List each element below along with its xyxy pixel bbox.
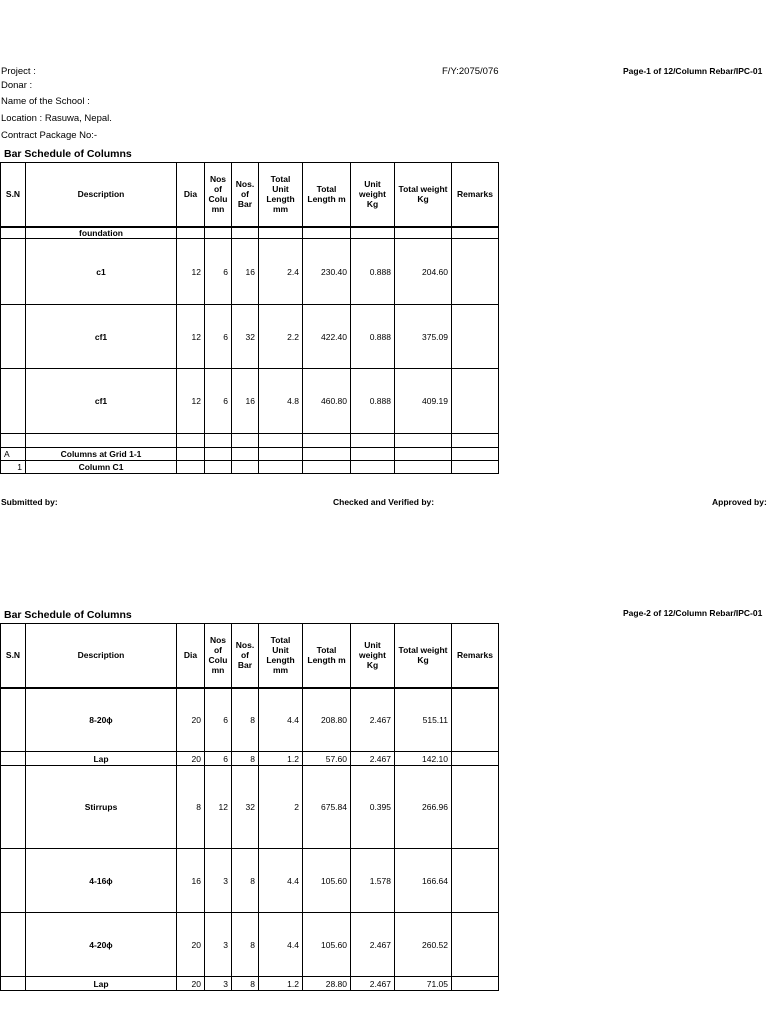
checked-verified-label: Checked and Verified by: [333, 497, 435, 507]
cell-tw: 142.10 [395, 752, 452, 766]
column-header: Total weight Kg [395, 163, 452, 227]
cell-sn [1, 305, 26, 369]
cell-nc: 3 [205, 849, 232, 913]
cell-nb: 8 [232, 752, 259, 766]
cell-dia: 20 [177, 913, 205, 977]
cell-desc: 4-16ϕ [26, 849, 177, 913]
cell-uw: 0.888 [351, 239, 395, 305]
fiscal-year: F/Y:2075/076 [442, 66, 499, 77]
cell-tul: 2.2 [259, 305, 303, 369]
cell-nc: 6 [205, 688, 232, 752]
column-header: Nos of Colu mn [205, 163, 232, 227]
table-row [1, 434, 499, 448]
cell-sn [1, 239, 26, 305]
cell-nb: 8 [232, 913, 259, 977]
cell-tul [259, 227, 303, 239]
cell-uw: 0.888 [351, 305, 395, 369]
school-label: Name of the School : [1, 96, 90, 107]
cell-rem [452, 369, 499, 434]
cell-uw: 2.467 [351, 913, 395, 977]
cell-tul: 4.4 [259, 913, 303, 977]
cell-uw: 0.888 [351, 369, 395, 434]
cell-tl: 675.84 [303, 766, 351, 849]
contract-package-label: Contract Package No:- [1, 130, 98, 141]
table-row [1, 461, 499, 474]
cell-desc: Column C1 [26, 461, 177, 474]
column-header: Remarks [452, 163, 499, 227]
cell-tl [303, 448, 351, 461]
cell-tl: 422.40 [303, 305, 351, 369]
cell-sn [1, 688, 26, 752]
location-label: Location : Rasuwa, Nepal. [1, 113, 112, 124]
cell-desc: cf1 [26, 369, 177, 434]
cell-desc: Columns at Grid 1-1 [26, 448, 177, 461]
cell-uw: 2.467 [351, 688, 395, 752]
table-row [1, 977, 499, 991]
cell-uw [351, 448, 395, 461]
column-header: S.N [1, 624, 26, 688]
table-row [1, 849, 499, 913]
cell-rem [452, 913, 499, 977]
column-header: Total Unit Length mm [259, 163, 303, 227]
cell-tw: 260.52 [395, 913, 452, 977]
cell-rem [452, 752, 499, 766]
cell-nb: 32 [232, 305, 259, 369]
cell-tw: 204.60 [395, 239, 452, 305]
cell-sn [1, 913, 26, 977]
cell-nb: 16 [232, 239, 259, 305]
cell-dia: 12 [177, 305, 205, 369]
cell-nb [232, 461, 259, 474]
column-header: Nos. of Bar [232, 163, 259, 227]
table-row [1, 766, 499, 849]
cell-nc: 3 [205, 913, 232, 977]
cell-nc [205, 434, 232, 448]
column-header: Total weight Kg [395, 624, 452, 688]
cell-tl: 28.80 [303, 977, 351, 991]
cell-sn [1, 369, 26, 434]
table-row [1, 752, 499, 766]
cell-tw: 71.05 [395, 977, 452, 991]
table-header-row [1, 624, 499, 688]
column-header: Description [26, 163, 177, 227]
cell-tw [395, 434, 452, 448]
cell-dia [177, 227, 205, 239]
cell-rem [452, 461, 499, 474]
cell-desc: c1 [26, 239, 177, 305]
cell-desc: foundation [26, 227, 177, 239]
cell-tw: 515.11 [395, 688, 452, 752]
table-row [1, 913, 499, 977]
bar-schedule-table [0, 162, 499, 474]
cell-uw: 0.395 [351, 766, 395, 849]
cell-nb: 16 [232, 369, 259, 434]
table-row [1, 448, 499, 461]
cell-nb: 8 [232, 688, 259, 752]
cell-tl: 105.60 [303, 849, 351, 913]
column-header: Dia [177, 163, 205, 227]
cell-desc: 8-20ϕ [26, 688, 177, 752]
cell-dia: 12 [177, 239, 205, 305]
cell-tul: 4.4 [259, 849, 303, 913]
cell-tl: 460.80 [303, 369, 351, 434]
cell-tul [259, 434, 303, 448]
cell-tul: 1.2 [259, 977, 303, 991]
cell-dia: 16 [177, 849, 205, 913]
cell-desc: cf1 [26, 305, 177, 369]
cell-rem [452, 434, 499, 448]
cell-nc: 6 [205, 305, 232, 369]
bar-schedule-table [0, 623, 499, 991]
approved-by-label: Approved by: [712, 497, 767, 507]
cell-uw: 2.467 [351, 977, 395, 991]
submitted-by-label: Submitted by: [1, 497, 58, 507]
cell-tl: 57.60 [303, 752, 351, 766]
cell-dia: 8 [177, 766, 205, 849]
cell-sn [1, 752, 26, 766]
cell-uw [351, 461, 395, 474]
cell-rem [452, 305, 499, 369]
cell-nc: 6 [205, 752, 232, 766]
column-header: Description [26, 624, 177, 688]
cell-tl: 208.80 [303, 688, 351, 752]
cell-tl [303, 434, 351, 448]
cell-tw: 409.19 [395, 369, 452, 434]
cell-tul: 4.8 [259, 369, 303, 434]
cell-nb: 32 [232, 766, 259, 849]
cell-tul: 1.2 [259, 752, 303, 766]
cell-sn [1, 977, 26, 991]
cell-rem [452, 766, 499, 849]
cell-nc [205, 227, 232, 239]
cell-tul: 2 [259, 766, 303, 849]
cell-nb: 8 [232, 849, 259, 913]
page-title: Bar Schedule of Columns [4, 609, 132, 621]
cell-sn [1, 434, 26, 448]
cell-tul [259, 461, 303, 474]
cell-tw: 375.09 [395, 305, 452, 369]
page-reference: Page-1 of 12/Column Rebar/IPC-01 [623, 66, 763, 76]
cell-rem [452, 227, 499, 239]
column-header: Nos of Colu mn [205, 624, 232, 688]
cell-nc [205, 448, 232, 461]
cell-rem [452, 849, 499, 913]
column-header: Total Unit Length mm [259, 624, 303, 688]
cell-nb [232, 227, 259, 239]
column-header: Unit weight Kg [351, 624, 395, 688]
cell-rem [452, 688, 499, 752]
column-header: Remarks [452, 624, 499, 688]
cell-dia [177, 434, 205, 448]
table-row [1, 239, 499, 305]
column-header: Dia [177, 624, 205, 688]
project-label: Project : [1, 66, 36, 77]
cell-tl: 105.60 [303, 913, 351, 977]
cell-tw [395, 227, 452, 239]
cell-uw: 1.578 [351, 849, 395, 913]
cell-rem [452, 448, 499, 461]
cell-desc: Stirrups [26, 766, 177, 849]
table-row [1, 305, 499, 369]
cell-rem [452, 239, 499, 305]
cell-sn: 1 [1, 461, 26, 474]
table-row [1, 688, 499, 752]
cell-dia [177, 448, 205, 461]
cell-tw [395, 448, 452, 461]
page-title: Bar Schedule of Columns [4, 148, 132, 160]
cell-desc: Lap [26, 752, 177, 766]
cell-desc [26, 434, 177, 448]
cell-dia: 20 [177, 977, 205, 991]
cell-tl [303, 461, 351, 474]
table-row [1, 227, 499, 239]
cell-uw: 2.467 [351, 752, 395, 766]
cell-dia: 20 [177, 752, 205, 766]
cell-desc: Lap [26, 977, 177, 991]
cell-tw [395, 461, 452, 474]
cell-tw: 166.64 [395, 849, 452, 913]
table-header-row [1, 163, 499, 227]
column-header: Total Length m [303, 624, 351, 688]
cell-nb: 8 [232, 977, 259, 991]
cell-nc [205, 461, 232, 474]
cell-sn [1, 849, 26, 913]
cell-nc: 6 [205, 369, 232, 434]
cell-tul: 4.4 [259, 688, 303, 752]
cell-tl [303, 227, 351, 239]
cell-nb [232, 434, 259, 448]
column-header: S.N [1, 163, 26, 227]
cell-tl: 230.40 [303, 239, 351, 305]
cell-nc: 6 [205, 239, 232, 305]
cell-sn [1, 766, 26, 849]
cell-tul [259, 448, 303, 461]
cell-desc: 4-20ϕ [26, 913, 177, 977]
cell-nc: 12 [205, 766, 232, 849]
cell-tw: 266.96 [395, 766, 452, 849]
page-reference: Page-2 of 12/Column Rebar/IPC-01 [623, 608, 763, 618]
table-row [1, 369, 499, 434]
column-header: Nos. of Bar [232, 624, 259, 688]
cell-rem [452, 977, 499, 991]
donar-label: Donar : [1, 80, 33, 91]
column-header: Total Length m [303, 163, 351, 227]
cell-sn [1, 227, 26, 239]
cell-uw [351, 434, 395, 448]
cell-nb [232, 448, 259, 461]
column-header: Unit weight Kg [351, 163, 395, 227]
cell-dia [177, 461, 205, 474]
cell-nc: 3 [205, 977, 232, 991]
cell-uw [351, 227, 395, 239]
cell-dia: 12 [177, 369, 205, 434]
cell-sn: A [1, 448, 26, 461]
cell-dia: 20 [177, 688, 205, 752]
cell-tul: 2.4 [259, 239, 303, 305]
